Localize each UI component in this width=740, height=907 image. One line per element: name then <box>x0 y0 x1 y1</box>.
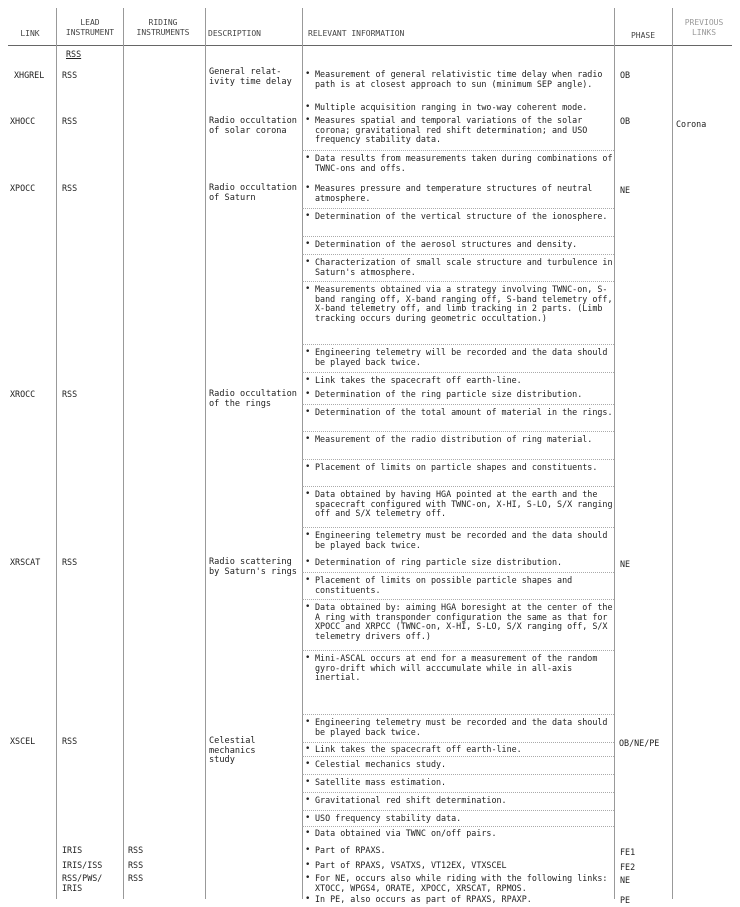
info-bullet: • Measures pressure and temperature structures of neutral atmosphere. <box>305 183 593 203</box>
column-divider <box>302 8 303 899</box>
bullet-divider <box>302 208 614 209</box>
info-bullet: • Mini-ASCAL occurs at end for a measurement of the random gyro-drift which will acccumulate while in all-axis inertial. <box>305 653 598 682</box>
info-bullet: • Data obtained via TWNC on/off pairs. <box>305 828 497 838</box>
link-id: XPOCC <box>10 183 36 193</box>
phase-value: FE1 <box>620 847 636 857</box>
bullet-divider <box>302 236 614 237</box>
column-divider <box>123 8 124 899</box>
link-description: Celestial mechanics study <box>209 736 256 766</box>
sub-riding-instrument: RSS <box>128 873 144 883</box>
link-description: Radio occultation of Saturn <box>209 183 297 203</box>
phase-value: NE <box>620 185 631 195</box>
bullet-divider <box>302 254 614 255</box>
previous-link: Corona <box>676 119 707 129</box>
bullet-divider <box>302 756 614 757</box>
link-description: Radio occultation of the rings <box>209 389 297 409</box>
info-bullet: • Measurement of the radio distribution of ring material. <box>305 434 593 444</box>
link-id: XSCEL <box>10 736 36 746</box>
bullet-divider <box>302 344 614 345</box>
bullet-divider <box>302 459 614 460</box>
sub-riding-instrument: RSS <box>128 860 144 870</box>
bullet-divider <box>302 486 614 487</box>
info-bullet: • Part of RPAXS, VSATXS, VT12EX, VTXSCEL <box>305 860 507 870</box>
phase-value: OB <box>620 116 631 126</box>
link-description: Radio scattering by Saturn's rings <box>209 557 297 577</box>
info-bullet: • Multiple acquisition ranging in two-way coherent mode. <box>305 102 588 112</box>
phase-value: FE2 <box>620 862 636 872</box>
info-bullet: • Data results from measurements taken during combinations of TWNC-ons and offs. <box>305 153 613 173</box>
header-lead-instrument: LEAD INSTRUMENT <box>65 18 115 37</box>
info-bullet: • Data obtained by: aiming HGA boresight at the center of the A ring with transponder configuration the same as that for XPOCC and XRPCC (TWNC-on, X-HI, S-LO, S/X ranging off, S/X telemetry drivers off.) <box>305 602 613 641</box>
phase-value: OB/NE/PE <box>619 738 660 748</box>
bullet-divider <box>302 404 614 405</box>
phase-value: NE <box>620 559 631 569</box>
lead-top-label: RSS <box>66 49 82 59</box>
bullet-divider <box>302 774 614 775</box>
lead-instrument: RSS <box>62 116 78 126</box>
info-bullet: • Determination of the vertical structure of the ionosphere. <box>305 211 608 221</box>
link-id: XROCC <box>10 389 36 399</box>
bullet-divider <box>302 281 614 282</box>
lead-instrument: RSS <box>62 736 78 746</box>
info-bullet: • For NE, occurs also while riding with the following links: XTOCC, WPGS4, ORATE, XPOCC, XRSCAT, RPMOS. <box>305 873 608 893</box>
info-bullet: • Data obtained by having HGA pointed at the earth and the spacecraft configured with TWNC-on, X-HI, S-LO, S/X ranging off and S/X telemetry off. <box>305 489 613 518</box>
header-relevant-information: RELEVANT INFORMATION <box>308 29 405 38</box>
header-description: DESCRIPTION <box>208 29 261 38</box>
bullet-divider <box>302 714 614 715</box>
info-bullet: • Gravitational red shift determination. <box>305 795 507 805</box>
bullet-divider <box>302 527 614 528</box>
sub-lead-instrument: IRIS/ISS <box>62 860 103 870</box>
phase-value: PE <box>620 895 631 905</box>
info-bullet: • Engineering telemetry must be recorded and the data should be played back twice. <box>305 717 608 737</box>
header-rule <box>8 45 732 46</box>
bullet-divider <box>302 826 614 827</box>
info-bullet: • Part of RPAXS. <box>305 845 386 855</box>
bullet-divider <box>302 372 614 373</box>
link-description: Radio occultation of solar corona <box>209 116 297 136</box>
bullet-divider <box>302 650 614 651</box>
link-id: XHOCC <box>10 116 36 126</box>
bullet-divider <box>302 742 614 743</box>
link-id: XRSCAT <box>10 557 41 567</box>
bullet-divider <box>302 431 614 432</box>
info-bullet: • Determination of ring particle size distribution. <box>305 557 563 567</box>
info-bullet: • Determination of the aerosol structures and density. <box>305 239 578 249</box>
info-bullet: • Link takes the spacecraft off earth-line. <box>305 744 522 754</box>
header-previous-links: PREVIOUS LINKS <box>684 18 724 37</box>
sub-lead-instrument: RSS/PWS/ IRIS <box>62 873 103 893</box>
bullet-divider <box>302 572 614 573</box>
bullet-divider <box>302 150 614 151</box>
info-bullet: • Celestial mechanics study. <box>305 759 447 769</box>
column-divider <box>205 8 206 899</box>
lead-instrument: RSS <box>62 70 78 80</box>
info-bullet: • Satellite mass estimation. <box>305 777 447 787</box>
header-riding-instruments: RIDING INSTRUMENTS <box>136 18 190 37</box>
info-bullet: • Determination of the total amount of material in the rings. <box>305 407 613 417</box>
lead-instrument: RSS <box>62 389 78 399</box>
info-bullet: • In PE, also occurs as part of RPAXS, RPAXP. <box>305 894 532 904</box>
info-bullet: • Determination of the ring particle size distribution. <box>305 389 583 399</box>
lead-instrument: RSS <box>62 183 78 193</box>
header-phase: PHASE <box>630 31 656 40</box>
lead-instrument: RSS <box>62 557 78 567</box>
header-link: LINK <box>20 29 40 38</box>
column-divider <box>672 8 673 899</box>
info-bullet: • Characterization of small scale structure and turbulence in Saturn's atmosphere. <box>305 257 613 277</box>
info-bullet: • USO frequency stability data. <box>305 813 462 823</box>
info-bullet: • Link takes the spacecraft off earth-line. <box>305 375 522 385</box>
link-id: XHGREL <box>14 70 45 80</box>
bullet-divider <box>302 810 614 811</box>
bullet-divider <box>302 792 614 793</box>
phase-value: NE <box>620 875 631 885</box>
info-bullet: • Measurements obtained via a strategy involving TWNC-on, S-band ranging off, X-band ranging off, S-band telemetry off, X-band telemetry off, and limb tracking in 2 parts. (Limb tracking occurs during geometric occultation.) <box>305 284 613 323</box>
info-bullet: • Placement of limits on possible particle shapes and constituents. <box>305 575 573 595</box>
info-bullet: • Engineering telemetry must be recorded and the data should be played back twice. <box>305 530 608 550</box>
link-description: General relat- ivity time delay <box>209 67 292 87</box>
sub-lead-instrument: IRIS <box>62 845 83 855</box>
sub-riding-instrument: RSS <box>128 845 144 855</box>
phase-value: OB <box>620 70 631 80</box>
info-bullet: • Placement of limits on particle shapes and constituents. <box>305 462 598 472</box>
info-bullet: • Measures spatial and temporal variations of the solar corona; gravitational red shift determination; and USO frequency stability data. <box>305 115 588 144</box>
column-divider <box>56 8 57 899</box>
bullet-divider <box>302 599 614 600</box>
info-bullet: • Measurement of general relativistic time delay when radio path is at closest approach to sun (minimum SEP angle). <box>305 69 603 89</box>
info-bullet: • Engineering telemetry will be recorded and the data should be played back twice. <box>305 347 608 367</box>
